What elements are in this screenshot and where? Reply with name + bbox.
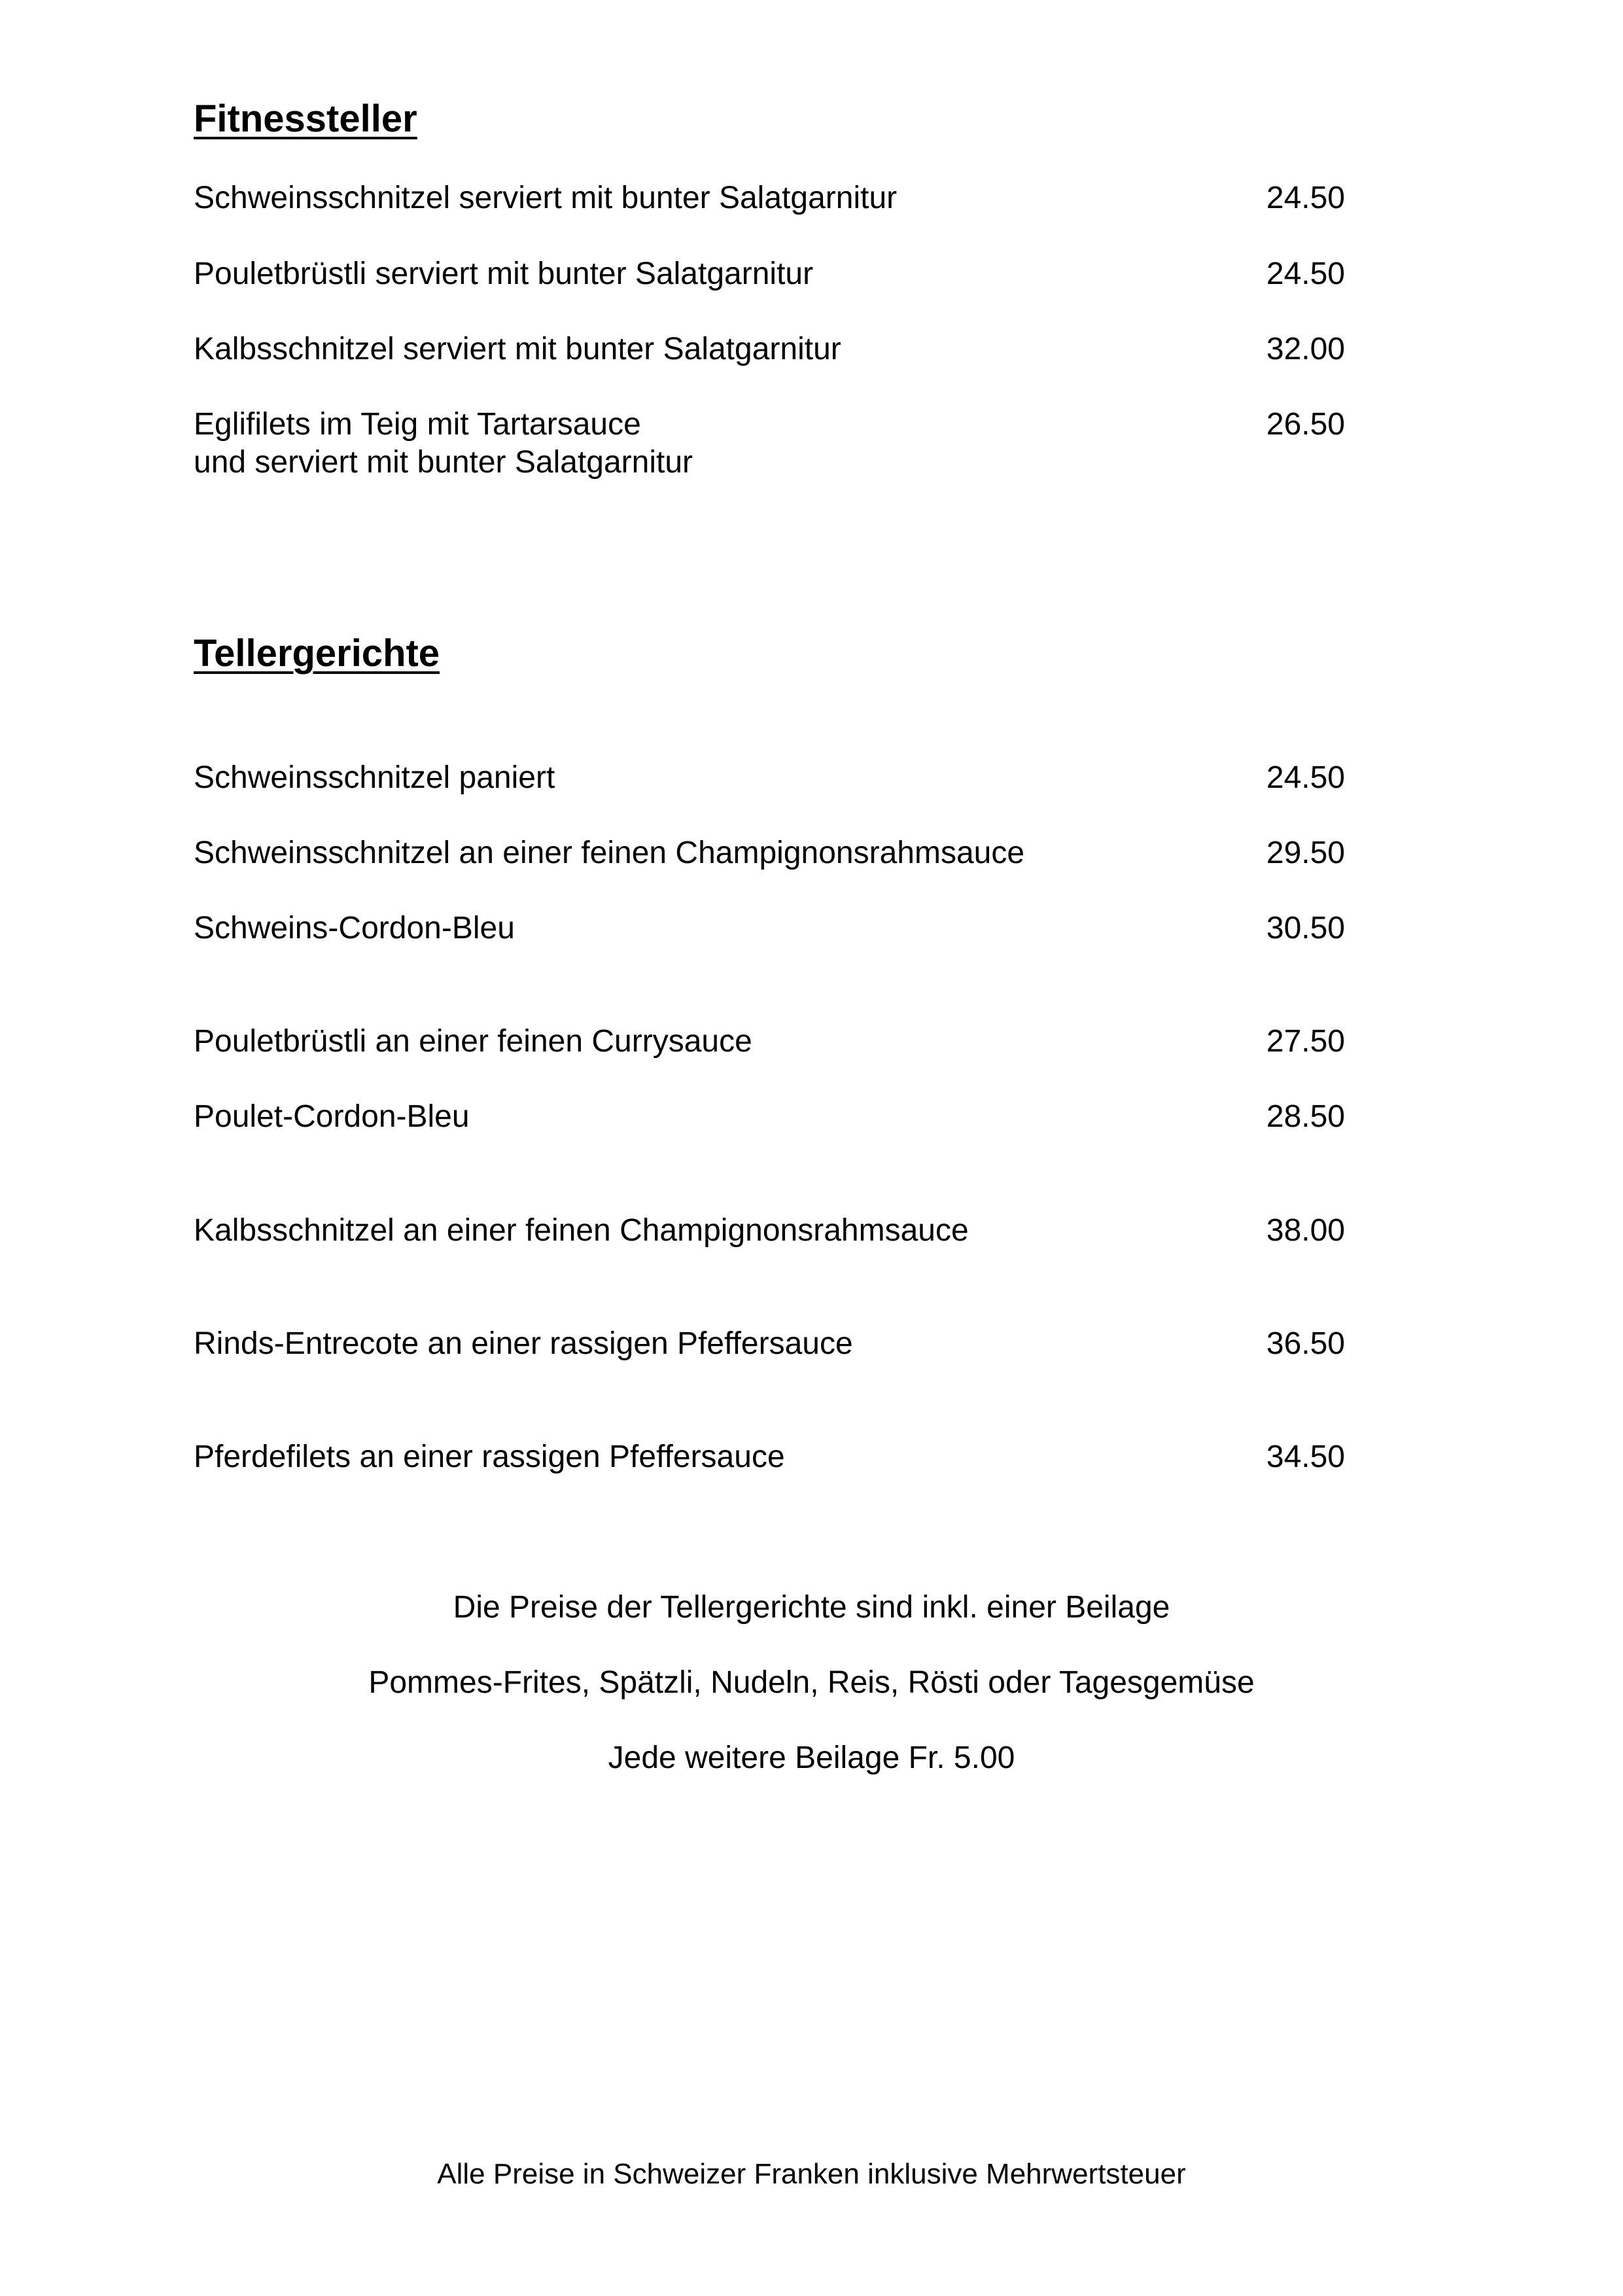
menu-item-price: 26.50 bbox=[1266, 407, 1345, 442]
note-side-dish-options: Pommes-Frites, Spätzli, Nudeln, Reis, Rösti oder Tagesgemüse bbox=[368, 1665, 1255, 1700]
menu-item-price: 24.50 bbox=[1266, 760, 1345, 795]
menu-item-name: Pferdefilets an einer rassigen Pfeffersauce bbox=[194, 1439, 785, 1474]
menu-item-price: 34.50 bbox=[1266, 1439, 1345, 1474]
note-side-dish-included: Die Preise der Tellergerichte sind inkl. einer Beilage bbox=[453, 1590, 1170, 1625]
section-title-tellergerichte: Tellergerichte bbox=[194, 632, 440, 675]
section-title-fitnessteller: Fitnessteller bbox=[194, 97, 417, 140]
menu-item bbox=[194, 406, 1345, 484]
note-extra-side-dish-price: Jede weitere Beilage Fr. 5.00 bbox=[608, 1740, 1015, 1775]
menu-item-name: Pouletbrüstli an einer feinen Currysauce bbox=[194, 1024, 752, 1059]
footer-price-note: Alle Preise in Schweizer Franken inklusive Mehrwertsteuer bbox=[437, 2158, 1186, 2190]
menu-item-price: 28.50 bbox=[1266, 1099, 1345, 1134]
menu-item-name: Schweinsschnitzel an einer feinen Champignonsrahmsauce bbox=[194, 836, 1025, 870]
menu-item-name: Kalbsschnitzel an einer feinen Champignonsrahmsauce bbox=[194, 1213, 969, 1248]
menu-item-name: Kalbsschnitzel serviert mit bunter Salatgarnitur bbox=[194, 332, 841, 366]
menu-item-name-line2: und serviert mit bunter Salatgarnitur bbox=[194, 445, 693, 480]
menu-item-name: Poulet-Cordon-Bleu bbox=[194, 1099, 470, 1134]
menu-item-name: Pouletbrüstli serviert mit bunter Salatgarnitur bbox=[194, 256, 814, 291]
menu-item-price: 27.50 bbox=[1266, 1024, 1345, 1059]
menu-item-name-line1: Eglifilets im Teig mit Tartarsauce bbox=[194, 407, 641, 442]
menu-item-name: Schweins-Cordon-Bleu bbox=[194, 911, 515, 945]
menu-item-name: Schweinsschnitzel serviert mit bunter Salatgarnitur bbox=[194, 181, 898, 215]
menu-item-price: 29.50 bbox=[1266, 836, 1345, 870]
menu-item-name bbox=[194, 406, 1175, 482]
menu-item-name: Rinds-Entrecote an einer rassigen Pfeffersauce bbox=[194, 1326, 853, 1361]
menu-item-price: 30.50 bbox=[1266, 911, 1345, 945]
menu-item-price: 36.50 bbox=[1266, 1326, 1345, 1361]
menu-item-price: 24.50 bbox=[1266, 256, 1345, 291]
menu-item-name: Schweinsschnitzel paniert bbox=[194, 760, 555, 795]
menu-item-price: 32.00 bbox=[1266, 332, 1345, 366]
menu-item-price: 38.00 bbox=[1266, 1213, 1345, 1248]
menu-item-price: 24.50 bbox=[1266, 181, 1345, 215]
